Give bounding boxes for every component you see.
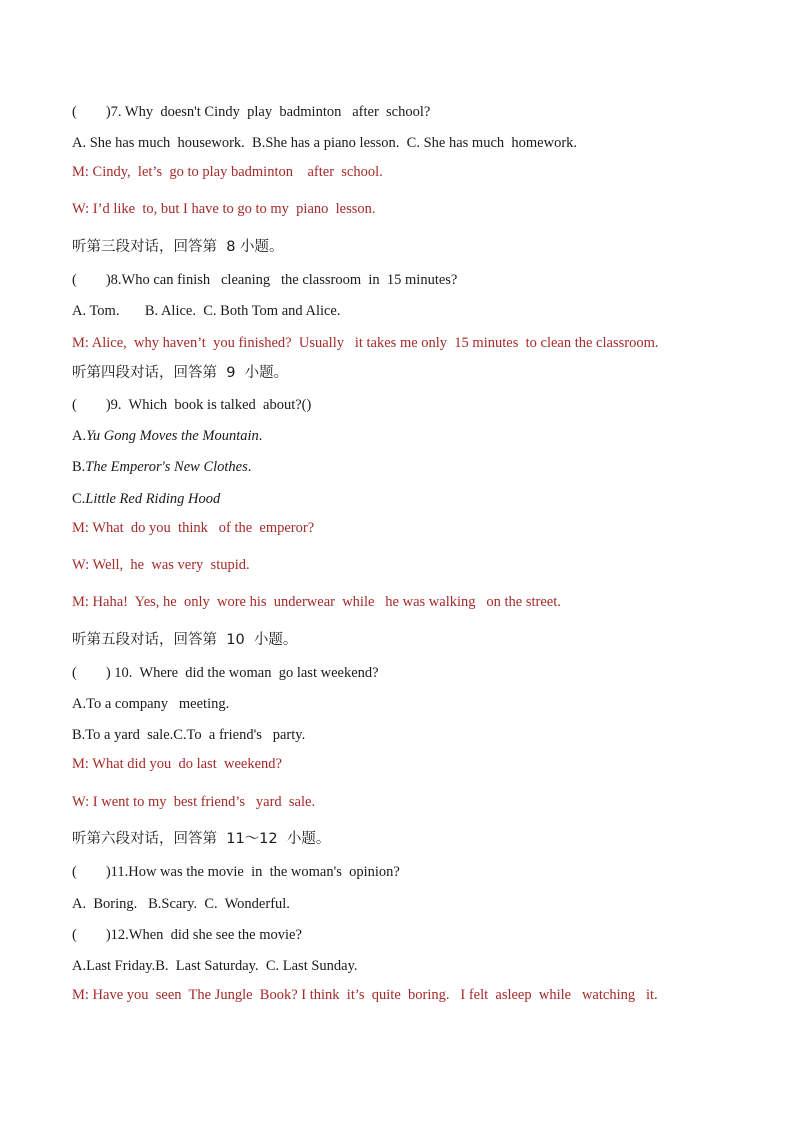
question-9-option-b: [72, 458, 251, 476]
dialogue-line-man: M: Cindy, let’s go to play badminton after school.: [72, 164, 383, 180]
question-12: ( )12.When did she see the movie?: [72, 927, 302, 943]
question-11-options: A. Boring. B.Scary. C. Wonderful.: [72, 896, 290, 912]
option-letter: B.: [72, 459, 86, 475]
question-10: ( ) 10. Where did the woman go last weekend?: [72, 665, 379, 681]
dialogue-line-woman: W: Well, he was very stupid.: [72, 557, 250, 573]
dialogue-line-man: M: Haha! Yes, he only wore his underwear while he was walking on the street.: [72, 594, 561, 610]
section-heading-6: 听第六段对话，回答第 11～12 小题。: [72, 831, 331, 847]
option-letter: C.: [72, 491, 86, 507]
dialogue-line-man: M: Alice, why haven’t you finished? Usually it takes me only 15 minutes to clean the classroom.: [72, 335, 659, 351]
dialogue-line-woman: W: I’d like to, but I have to go to my piano lesson.: [72, 201, 376, 217]
question-8-options: A. Tom. B. Alice. C. Both Tom and Alice.: [72, 303, 341, 319]
question-9: ( )9. Which book is talked about?(): [72, 397, 312, 413]
dialogue-line-man: M: Have you seen The Jungle Book? I think it’s quite boring. I felt asleep while watching it.: [72, 987, 658, 1003]
question-8: ( )8.Who can finish cleaning the classroom in 15 minutes?: [72, 272, 458, 288]
book-title: Yu Gong Moves the Mountain: [86, 428, 259, 444]
question-12-options: A.Last Friday.B. Last Saturday. C. Last Sunday.: [72, 958, 358, 974]
question-10-option-a: A.To a company meeting.: [72, 696, 230, 712]
section-heading-4: 听第四段对话，回答第 9 小题。: [72, 365, 289, 381]
question-11: ( )11.How was the movie in the woman's opinion?: [72, 864, 400, 880]
dialogue-line-woman: W: I went to my best friend’s yard sale.: [72, 794, 316, 810]
question-7-options: A. She has much housework. B.She has a piano lesson. C. She has much homework.: [72, 135, 578, 151]
punctuation: .: [247, 459, 252, 475]
option-letter: A.: [72, 428, 87, 444]
question-10-options-bc: B.To a yard sale.C.To a friend's party.: [72, 727, 306, 743]
section-heading-5: 听第五段对话，回答第 10 小题。: [72, 632, 298, 648]
book-title: The Emperor's New Clothes: [85, 459, 248, 475]
punctuation: .: [258, 428, 263, 444]
section-heading-3: 听第三段对话，回答第 8 小题。: [72, 239, 284, 255]
dialogue-line-man: M: What do you think of the emperor?: [72, 520, 315, 536]
question-9-option-c: [72, 490, 220, 508]
question-7: ( )7. Why doesn't Cindy play badminton after school?: [72, 104, 431, 120]
dialogue-line-man: M: What did you do last weekend?: [72, 756, 282, 772]
book-title: Little Red Riding Hood: [85, 491, 221, 507]
question-9-option-a: [72, 427, 262, 445]
